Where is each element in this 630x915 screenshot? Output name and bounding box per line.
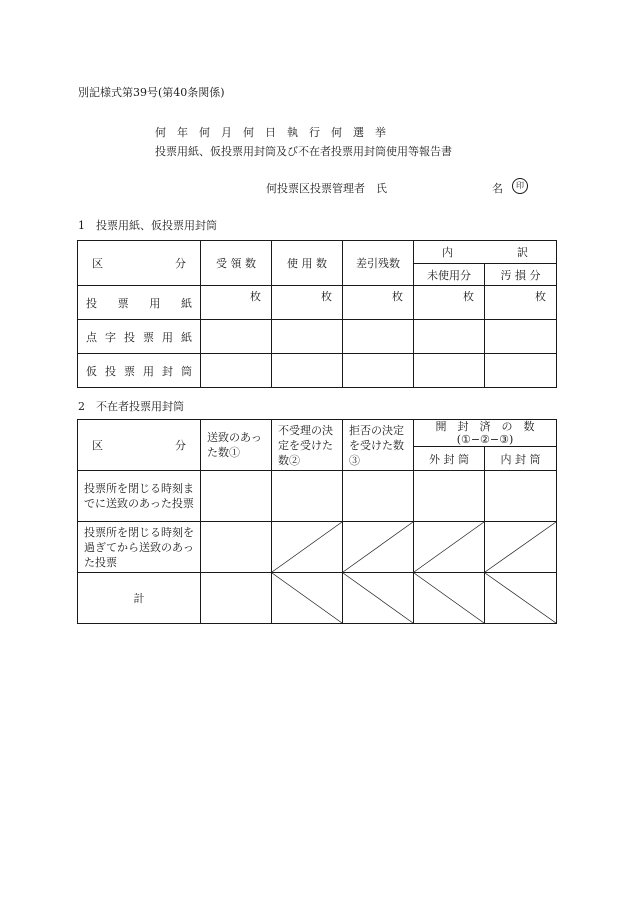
table-cell bbox=[485, 354, 557, 388]
table-cell bbox=[201, 522, 272, 573]
diagonal-cell bbox=[343, 522, 414, 573]
table-cell bbox=[201, 320, 272, 354]
manager-label: 何投票区投票管理者 氏 bbox=[266, 182, 387, 195]
header-unused: 未使用分 bbox=[414, 264, 485, 286]
manager-name-suffix: 名 bbox=[492, 182, 503, 195]
row-label-after-close: 投票所を閉じる時刻を過ぎてから送致のあった投票 bbox=[78, 522, 201, 573]
unit-label: 枚 bbox=[414, 286, 485, 320]
absentee-envelope-table bbox=[77, 419, 557, 624]
seal-mark: 印 bbox=[512, 178, 528, 194]
table-cell bbox=[485, 320, 557, 354]
diagonal-cell bbox=[272, 522, 343, 573]
table-cell bbox=[414, 471, 485, 522]
ballot-usage-table bbox=[77, 240, 557, 388]
header-outer-envelope: 外 封 筒 bbox=[414, 447, 485, 471]
diagonal-cell bbox=[343, 573, 414, 624]
unit-label: 枚 bbox=[272, 286, 343, 320]
header-inner-envelope: 内 封 筒 bbox=[485, 447, 557, 471]
row-label-ballot: 投 票 用 紙 bbox=[78, 286, 201, 320]
section2-heading: 2 不在者投票用封筒 bbox=[78, 400, 184, 413]
table-cell bbox=[343, 354, 414, 388]
table-cell bbox=[272, 471, 343, 522]
section1-heading: 1 投票用紙、仮投票用封筒 bbox=[78, 219, 217, 232]
table-cell bbox=[272, 320, 343, 354]
table-cell bbox=[485, 471, 557, 522]
table-cell bbox=[201, 573, 272, 624]
diagonal-cell bbox=[485, 522, 557, 573]
header-not-accepted: 不受理の決定を受けた数② bbox=[272, 420, 343, 471]
table-cell bbox=[414, 320, 485, 354]
row-label-braille-ballot: 点字投票用紙 bbox=[78, 320, 201, 354]
diagonal-cell bbox=[414, 573, 485, 624]
table-cell bbox=[343, 320, 414, 354]
report-title: 投票用紙、仮投票用封筒及び不在者投票用封筒使用等報告書 bbox=[155, 145, 452, 158]
header-used: 使 用 数 bbox=[272, 241, 343, 286]
header-opened-label: 開 封 済 の 数 bbox=[435, 420, 535, 433]
table-cell bbox=[414, 354, 485, 388]
row-label-provisional-envelope: 仮投票用封筒 bbox=[78, 354, 201, 388]
header-kubun: 区 分 bbox=[78, 241, 201, 286]
unit-label: 枚 bbox=[485, 286, 557, 320]
header-damaged: 汚 損 分 bbox=[485, 264, 557, 286]
table-cell bbox=[201, 354, 272, 388]
header-remaining: 差引残数 bbox=[343, 241, 414, 286]
header-kubun: 区 分 bbox=[78, 420, 201, 471]
form-reference: 別記様式第39号(第40条関係) bbox=[78, 86, 225, 99]
row-label-total: 計 bbox=[78, 573, 201, 624]
diagonal-cell bbox=[485, 573, 557, 624]
diagonal-cell bbox=[272, 573, 343, 624]
unit-label: 枚 bbox=[201, 286, 272, 320]
header-refused: 拒否の決定を受けた数③ bbox=[343, 420, 414, 471]
header-sent: 送致のあった数① bbox=[201, 420, 272, 471]
unit-label: 枚 bbox=[343, 286, 414, 320]
election-title: 何 年 何 月 何 日 執 行 何 選 挙 bbox=[155, 126, 386, 139]
table-cell bbox=[201, 471, 272, 522]
table-cell bbox=[343, 471, 414, 522]
header-opened-formula: (①−②−③) bbox=[456, 433, 514, 446]
header-received: 受 領 数 bbox=[201, 241, 272, 286]
header-breakdown: 内 訳 bbox=[414, 241, 557, 264]
header-opened bbox=[414, 420, 557, 447]
table-cell bbox=[272, 354, 343, 388]
row-label-before-close: 投票所を閉じる時刻までに送致のあった投票 bbox=[78, 471, 201, 522]
diagonal-cell bbox=[414, 522, 485, 573]
